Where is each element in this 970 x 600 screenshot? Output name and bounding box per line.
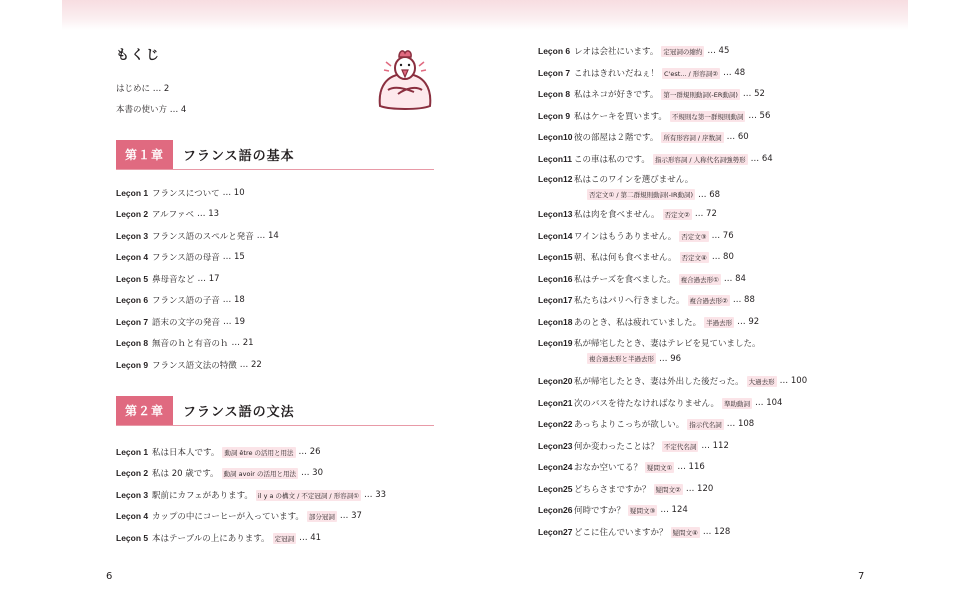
lesson-entry[interactable] (538, 417, 754, 431)
lesson-entry[interactable] (538, 374, 807, 388)
lesson-page: … 30 (300, 468, 323, 478)
lesson-entry[interactable] (116, 445, 321, 459)
grammar-tag: 第一群規則動詞(-ER動詞) (663, 90, 738, 99)
lesson-entry[interactable] (538, 152, 773, 166)
lesson-code: Leçon17 (538, 295, 573, 305)
grammar-tag: 否定文④ (681, 253, 707, 262)
lesson-entry[interactable] (538, 207, 717, 221)
lesson-code: Leçon27 (538, 527, 573, 537)
lesson-code: Leçon11 (538, 154, 573, 164)
lesson-entry[interactable] (538, 250, 734, 264)
lesson-page: … 48 (723, 68, 746, 78)
lesson-page: … 22 (239, 360, 262, 370)
lesson-title: 私が帰宅したとき、妻はテレビを見ていました。 (574, 339, 761, 349)
top-decorative-band (62, 0, 908, 30)
lesson-entry[interactable] (116, 293, 245, 307)
lesson-code: Leçon 7 (538, 68, 571, 78)
lesson-entry[interactable] (538, 87, 765, 101)
lesson-title: 無音のｈと有音のｈ (152, 339, 229, 349)
lesson-page: … 37 (339, 511, 362, 521)
lesson-code: Leçon24 (538, 462, 573, 472)
lesson-title: 私はケーキを買います。 (574, 112, 667, 122)
lesson-subline[interactable] (587, 188, 720, 201)
chapter-heading (116, 396, 434, 426)
lesson-page: … 13 (197, 209, 220, 219)
lesson-entry[interactable] (116, 207, 219, 221)
lesson-title: 彼の部屋は２階です。 (574, 133, 659, 143)
lesson-code: Leçon 3 (116, 490, 149, 500)
lesson-title: あのとき、私は疲れていました。 (574, 318, 702, 328)
lesson-title: どちらさまですか？ (574, 485, 651, 495)
lesson-page: … 26 (298, 447, 321, 457)
lesson-page: … 18 (222, 295, 245, 305)
lesson-page: … 41 (299, 533, 322, 543)
lesson-title: カップの中にコーヒーが入っています。 (152, 512, 304, 522)
lesson-code: Leçon14 (538, 231, 573, 241)
lesson-page: … 84 (723, 274, 746, 284)
intro-entry[interactable]: 本書の使い方 … 4 (116, 105, 187, 115)
lesson-entry[interactable] (538, 396, 782, 410)
lesson-entry[interactable] (116, 466, 323, 480)
lesson-title: フランス語のスペルと発音 (152, 232, 254, 242)
chapter-badge: 第２章 (116, 396, 173, 425)
grammar-tag: 半過去形 (706, 318, 733, 327)
grammar-tag: 不定代名詞 (663, 442, 697, 451)
lesson-entry[interactable] (538, 293, 755, 307)
grammar-tag: 定冠詞の縮約 (663, 47, 703, 56)
lesson-title: 本はテーブルの上にあります。 (152, 534, 270, 544)
lesson-code: Leçon23 (538, 441, 573, 451)
lesson-title: 私はネコが好きです。 (574, 90, 659, 100)
lesson-entry[interactable] (116, 336, 254, 350)
lesson-title: この車は私のです。 (574, 155, 650, 165)
grammar-tag: 疑問文④ (672, 528, 698, 537)
lesson-code: Leçon 7 (116, 317, 149, 327)
grammar-tag: 複合過去形② (689, 296, 728, 305)
grammar-tag: 不規則な第一群規則動詞 (671, 112, 744, 121)
lesson-entry[interactable] (538, 272, 746, 286)
rooster-chef-icon (372, 44, 438, 114)
lesson-subline[interactable] (587, 352, 681, 365)
lesson-title: 私たちはパリへ行きました。 (574, 296, 685, 306)
lesson-entry[interactable] (538, 109, 770, 123)
lesson-entry[interactable] (116, 488, 386, 502)
lesson-title: 何時ですか？ (574, 506, 626, 516)
lesson-title: どこに住んでいますか？ (574, 528, 668, 538)
lesson-title: フランスについて (152, 189, 220, 199)
lesson-entry[interactable] (538, 229, 734, 243)
lesson-title: 私が帰宅したとき、妻は外出した後だった。 (574, 377, 744, 387)
grammar-tag: il y a の構文 / 不定冠詞 / 形容詞① (257, 491, 360, 500)
lesson-code: Leçon13 (538, 209, 573, 219)
lesson-page: … 45 (707, 46, 730, 56)
lesson-entry[interactable] (116, 531, 321, 545)
lesson-entry[interactable] (538, 172, 693, 186)
grammar-tag: 複合過去形と半過去形 (589, 355, 654, 363)
lesson-title: 語末の文字の発音 (152, 318, 221, 328)
lesson-code: Leçon16 (538, 274, 573, 284)
chapter-title: フランス語の文法 (183, 405, 295, 420)
page-number-left: 6 (106, 571, 113, 582)
lesson-page: … 120 (685, 484, 714, 494)
lesson-entry[interactable] (538, 336, 761, 350)
lesson-code: Leçon 9 (116, 360, 149, 370)
lesson-code: Leçon 1 (116, 188, 149, 198)
lesson-code: Leçon12 (538, 174, 573, 184)
lesson-title: フランス語の子音 (152, 296, 220, 306)
lesson-code: Leçon15 (538, 252, 573, 262)
lesson-page: … 104 (755, 398, 783, 408)
lesson-code: Leçon21 (538, 398, 573, 408)
lesson-page: … 52 (742, 89, 765, 99)
grammar-tag: 疑問文② (655, 485, 681, 494)
lesson-title: 駅前にカフェがあります。 (152, 491, 253, 501)
lesson-title: フランス語文法の特徴 (152, 361, 237, 371)
lesson-code: Leçon 4 (116, 252, 149, 262)
lesson-entry[interactable] (538, 503, 688, 517)
grammar-tag: 大過去形 (748, 377, 775, 386)
lesson-code: Leçon 2 (116, 209, 149, 219)
toc-title: もくじ (116, 48, 162, 63)
lesson-entry[interactable] (116, 229, 279, 243)
lesson-title: これはきれいだねぇ！ (574, 69, 660, 79)
lesson-page: … 14 (256, 231, 279, 241)
lesson-title: 私はチーズを食べました。 (574, 275, 676, 285)
lesson-page: … 76 (711, 231, 734, 241)
lesson-code: Leçon 3 (116, 231, 149, 241)
lesson-page: … 124 (660, 505, 688, 515)
lesson-page: … 17 (197, 274, 220, 284)
lesson-page: … 33 (364, 490, 387, 500)
grammar-tag: 所有形容詞 / 序数詞 (663, 133, 722, 142)
lesson-entry[interactable] (538, 439, 729, 453)
lesson-code: Leçon10 (538, 132, 573, 142)
grammar-tag: 定冠詞 (274, 534, 295, 543)
lesson-code: Leçon25 (538, 484, 573, 494)
lesson-entry[interactable] (538, 44, 729, 58)
grammar-tag: 動詞 être の活用と用法 (224, 448, 294, 457)
grammar-tag: 部分冠詞 (308, 512, 335, 521)
chapter-badge: 第１章 (116, 140, 173, 169)
lesson-title: 私は日本人です。 (152, 448, 220, 458)
lesson-title: 私はこのワインを選びません。 (574, 175, 694, 185)
lesson-page: … 72 (694, 209, 717, 219)
lesson-page: … 88 (732, 295, 755, 305)
lesson-code: Leçon 1 (116, 447, 149, 457)
lesson-title: 何か変わったことは？ (574, 442, 659, 452)
lesson-code: Leçon26 (538, 505, 573, 515)
lesson-title: 私は肉を食べません。 (574, 210, 660, 220)
lesson-entry[interactable] (538, 130, 749, 144)
grammar-tag: 否定文① / 第二群規則動詞(-IR動詞) (589, 191, 693, 199)
lesson-page: … 96 (659, 353, 682, 364)
lesson-title: アルファベ (152, 210, 194, 220)
lesson-title: 次のバスを待たなければなりません。 (574, 399, 720, 409)
grammar-tag: 否定文③ (681, 232, 707, 241)
lesson-page: … 64 (750, 154, 773, 164)
lesson-entry[interactable] (538, 482, 713, 496)
grammar-tag: 準助動詞 (724, 399, 751, 408)
lesson-entry[interactable] (116, 315, 245, 329)
lesson-entry[interactable] (538, 460, 705, 474)
lesson-page: … 92 (737, 317, 760, 327)
grammar-tag: C'est... / 形容詞② (664, 69, 719, 78)
lesson-entry[interactable] (116, 358, 262, 372)
lesson-code: Leçon18 (538, 317, 573, 327)
lesson-page: … 60 (726, 132, 749, 142)
lesson-entry[interactable] (538, 315, 759, 329)
lesson-title: 私は 20 歳です。 (152, 469, 219, 479)
lesson-page: … 56 (748, 111, 771, 121)
lesson-code: Leçon20 (538, 376, 573, 386)
grammar-tag: 複合過去形① (680, 275, 719, 284)
lesson-code: Leçon19 (538, 338, 573, 348)
grammar-tag: 指示形容詞 / 人称代名詞強勢形 (654, 155, 746, 164)
lesson-code: Leçon 6 (116, 295, 149, 305)
lesson-code: Leçon 8 (116, 338, 149, 348)
lesson-title: ワインはもうありません。 (574, 232, 677, 242)
lesson-page: … 68 (698, 189, 721, 200)
lesson-entry[interactable] (116, 186, 245, 200)
lesson-page: … 112 (701, 441, 729, 451)
lesson-entry[interactable] (116, 272, 220, 286)
lesson-page: … 80 (711, 252, 734, 262)
lesson-title: フランス語の母音 (152, 253, 220, 263)
grammar-tag: 疑問文① (647, 463, 673, 472)
lesson-code: Leçon 8 (538, 89, 571, 99)
chapter-title: フランス語の基本 (183, 149, 295, 164)
chapter-heading (116, 140, 434, 170)
grammar-tag: 否定文② (664, 210, 690, 219)
lesson-title: あっちよりこっちが欲しい。 (574, 420, 685, 430)
lesson-page: … 19 (223, 317, 246, 327)
lesson-code: Leçon 6 (538, 46, 571, 56)
lesson-entry[interactable] (116, 509, 362, 523)
grammar-tag: 疑問文③ (630, 506, 656, 515)
lesson-code: Leçon 2 (116, 468, 149, 478)
intro-entry[interactable]: はじめに … 2 (116, 84, 170, 94)
lesson-title: 朝、私は何も食べません。 (574, 253, 677, 263)
lesson-page: … 108 (726, 419, 755, 429)
lesson-title: レオは会社にいます。 (574, 47, 659, 57)
lesson-code: Leçon 4 (116, 511, 149, 521)
lesson-page: … 128 (702, 527, 731, 537)
lesson-code: Leçon22 (538, 419, 573, 429)
lesson-entry[interactable] (538, 66, 745, 80)
grammar-tag: 指示代名詞 (689, 420, 722, 429)
lesson-code: Leçon 5 (116, 533, 149, 543)
lesson-page: … 21 (231, 338, 254, 348)
lesson-code: Leçon 5 (116, 274, 149, 284)
lesson-page: … 100 (779, 376, 808, 386)
lesson-entry[interactable] (538, 525, 730, 539)
grammar-tag: 動詞 avoir の活用と用法 (223, 469, 296, 478)
lesson-title: おなか空いてる？ (574, 463, 643, 473)
lesson-page: … 10 (222, 188, 245, 198)
lesson-code: Leçon 9 (538, 111, 571, 121)
lesson-page: … 116 (677, 462, 705, 472)
page-number-right: 7 (858, 571, 865, 582)
lesson-entry[interactable] (116, 250, 245, 264)
lesson-page: … 15 (222, 252, 245, 262)
lesson-title: 鼻母音など (152, 275, 195, 285)
